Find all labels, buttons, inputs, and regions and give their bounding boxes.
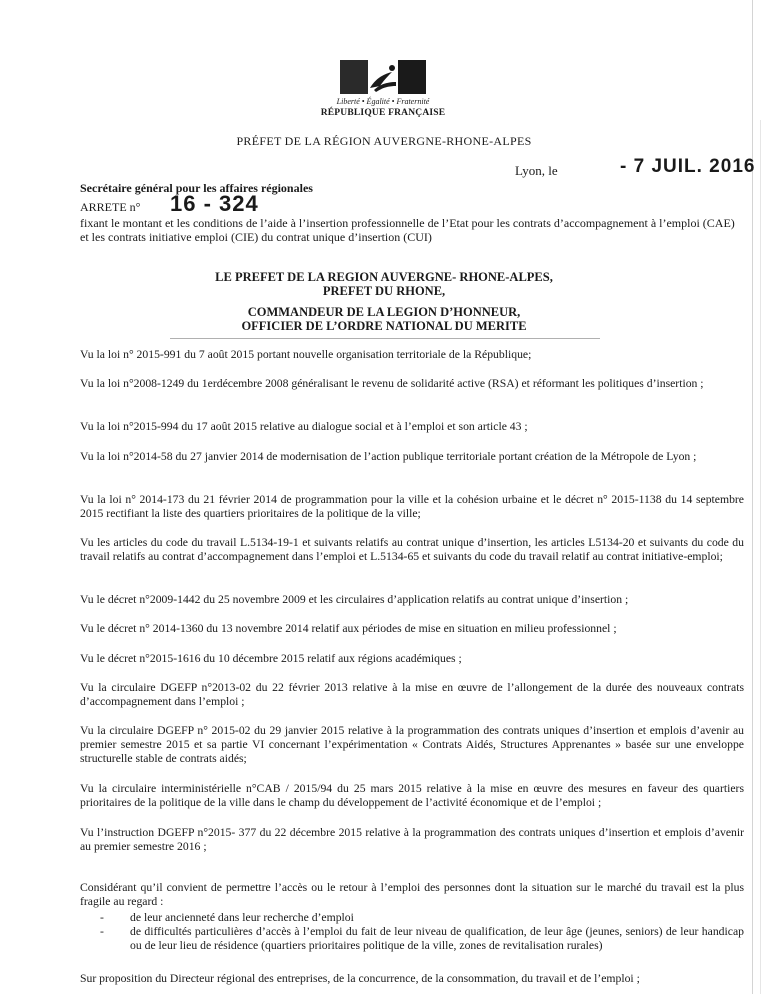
visa-paragraph: Vu l’instruction DGEFP n°2015- 377 du 22 décembre 2015 relative à la programmation des contrats uniques d’insertion et emplois d’avenir au premier semestre 2016 ;	[80, 826, 744, 853]
visa-paragraph: Vu le décret n° 2014-1360 du 13 novembre 2014 relatif aux périodes de mise en situation en milieu professionnel ;	[80, 622, 617, 635]
list-item-text: de leur ancienneté dans leur recherche d’emploi	[130, 911, 354, 924]
title-line: LE PREFET DE LA REGION AUVERGNE- RHONE-ALPES,	[215, 270, 553, 284]
arrete-object: fixant le montant et les conditions de l’aide à l’insertion professionnelle de l’Etat pour les contrats d’accompagnement à l’emploi (CAE) et les contrats initiative emploi (CIE) du contrat unique d’insertion (CUI)	[80, 216, 735, 244]
title-line: PREFET DU RHONE,	[322, 284, 446, 298]
considerant-paragraph: Considérant qu’il convient de permettre l’accès ou le retour à l’emploi des personnes dont la situation sur le marché du travail est la plus fragile au regard :	[80, 881, 744, 908]
visa-paragraph: Vu la circulaire DGEFP n° 2015-02 du 29 janvier 2015 relative à la programmation des contrats uniques d’insertion et emplois d’avenir au premier semestre 2015 et sa partie VI concernant l’expérimentation « Contrats Aidés, Structures Apprenantes » basée sur une enveloppe structurelle stable de contrats aidés;	[80, 724, 744, 765]
title-block-1	[120, 270, 648, 298]
scan-edge-line-faint	[760, 120, 761, 994]
visa-paragraph: Vu le décret n°2015-1616 du 10 décembre 2015 relatif aux régions académiques ;	[80, 652, 462, 665]
visa-paragraph: Vu la loi n°2014-58 du 27 janvier 2014 de modernisation de l’action publique territoriale portant création de la Métropole de Lyon ;	[80, 450, 697, 463]
visa-paragraph: Vu la circulaire DGEFP n°2013-02 du 22 février 2013 relative à la mise en œuvre de l’allongement de la durée des nouveaux contrats d’accompagnement dans l’emploi ;	[80, 681, 744, 708]
arrete-label: ARRETE n°	[80, 200, 141, 214]
list-item	[100, 911, 744, 925]
visa-paragraph: Vu la loi n°2008-1249 du 1erdécembre 2008 généralisant le revenu de solidarité active (RSA) et réformant les politiques d’insertion ;	[80, 377, 704, 390]
visa-paragraph: Vu la loi n° 2015-991 du 7 août 2015 portant nouvelle organisation territoriale de la République;	[80, 348, 532, 361]
visa-paragraph: Vu le décret n°2009-1442 du 25 novembre 2009 et les circulaires d’application relatifs au contrat unique d’insertion ;	[80, 593, 629, 606]
place-label: Lyon, le	[515, 163, 558, 178]
title-block-2	[120, 305, 648, 333]
proposition-paragraph: Sur proposition du Directeur régional des entreprises, de la concurrence, de la consommation, du travail et de l’emploi ;	[80, 972, 640, 985]
visa-paragraph: Vu les articles du code du travail L.5134-19-1 et suivants relatifs au contrat unique d’insertion, les articles L5134-20 et suivants du code du travail relatifs au contrat d’accompagnement dans l’emploi et L.5134-65 et suivants du code du travail relatif au contrat initiative-emploi;	[80, 536, 744, 563]
date-stamp: - 7 JUIL. 2016	[620, 156, 756, 177]
list-item-text: de difficultés particulières d’accès à l’emploi du fait de leur niveau de qualification, de leur âge (jeunes, seniors) de leur handicap ou de leur lieu de résidence (quartiers prioritaires politique de la ville, zones de revitalisation rurales)	[130, 925, 744, 952]
list-bullet-icon: -	[100, 911, 104, 924]
republic-name: RÉPUBLIQUE FRANÇAISE	[320, 108, 446, 118]
title-line: COMMANDEUR DE LA LEGION D’HONNEUR,	[247, 305, 521, 319]
prefecture-name: PRÉFET DE LA RÉGION AUVERGNE-RHONE-ALPES	[236, 134, 532, 148]
title-line: OFFICIER DE L’ORDRE NATIONAL DU MERITE	[241, 319, 527, 333]
scan-edge-line	[752, 0, 753, 994]
divider	[170, 338, 600, 339]
sgar-label: Secrétaire général pour les affaires régionales	[80, 181, 313, 195]
visa-paragraph: Vu la loi n° 2014-173 du 21 février 2014 de programmation pour la ville et la cohésion urbaine et le décret n° 2015-1138 du 14 septembre 2015 rectifiant la liste des quartiers prioritaires de la politique de la ville;	[80, 493, 744, 520]
list-item	[100, 925, 744, 953]
visa-paragraph: Vu la loi n°2015-994 du 17 août 2015 relative au dialogue social et à l’emploi et son article 43 ;	[80, 420, 528, 433]
list-bullet-icon: -	[100, 925, 104, 938]
criteria-list	[100, 911, 744, 953]
visa-paragraph: Vu la circulaire interministérielle n°CAB / 2015/94 du 25 mars 2015 relative à la mise en œuvre des mesures en faveur des quartiers prioritaires de la politique de la ville dans le champ du développement de l’activité économique et de l’emploi ;	[80, 782, 744, 809]
republic-motto: Liberté • Égalité • Fraternité	[336, 97, 430, 106]
arrete-number: 16 - 324	[170, 191, 259, 216]
marianne-logo	[340, 60, 426, 94]
